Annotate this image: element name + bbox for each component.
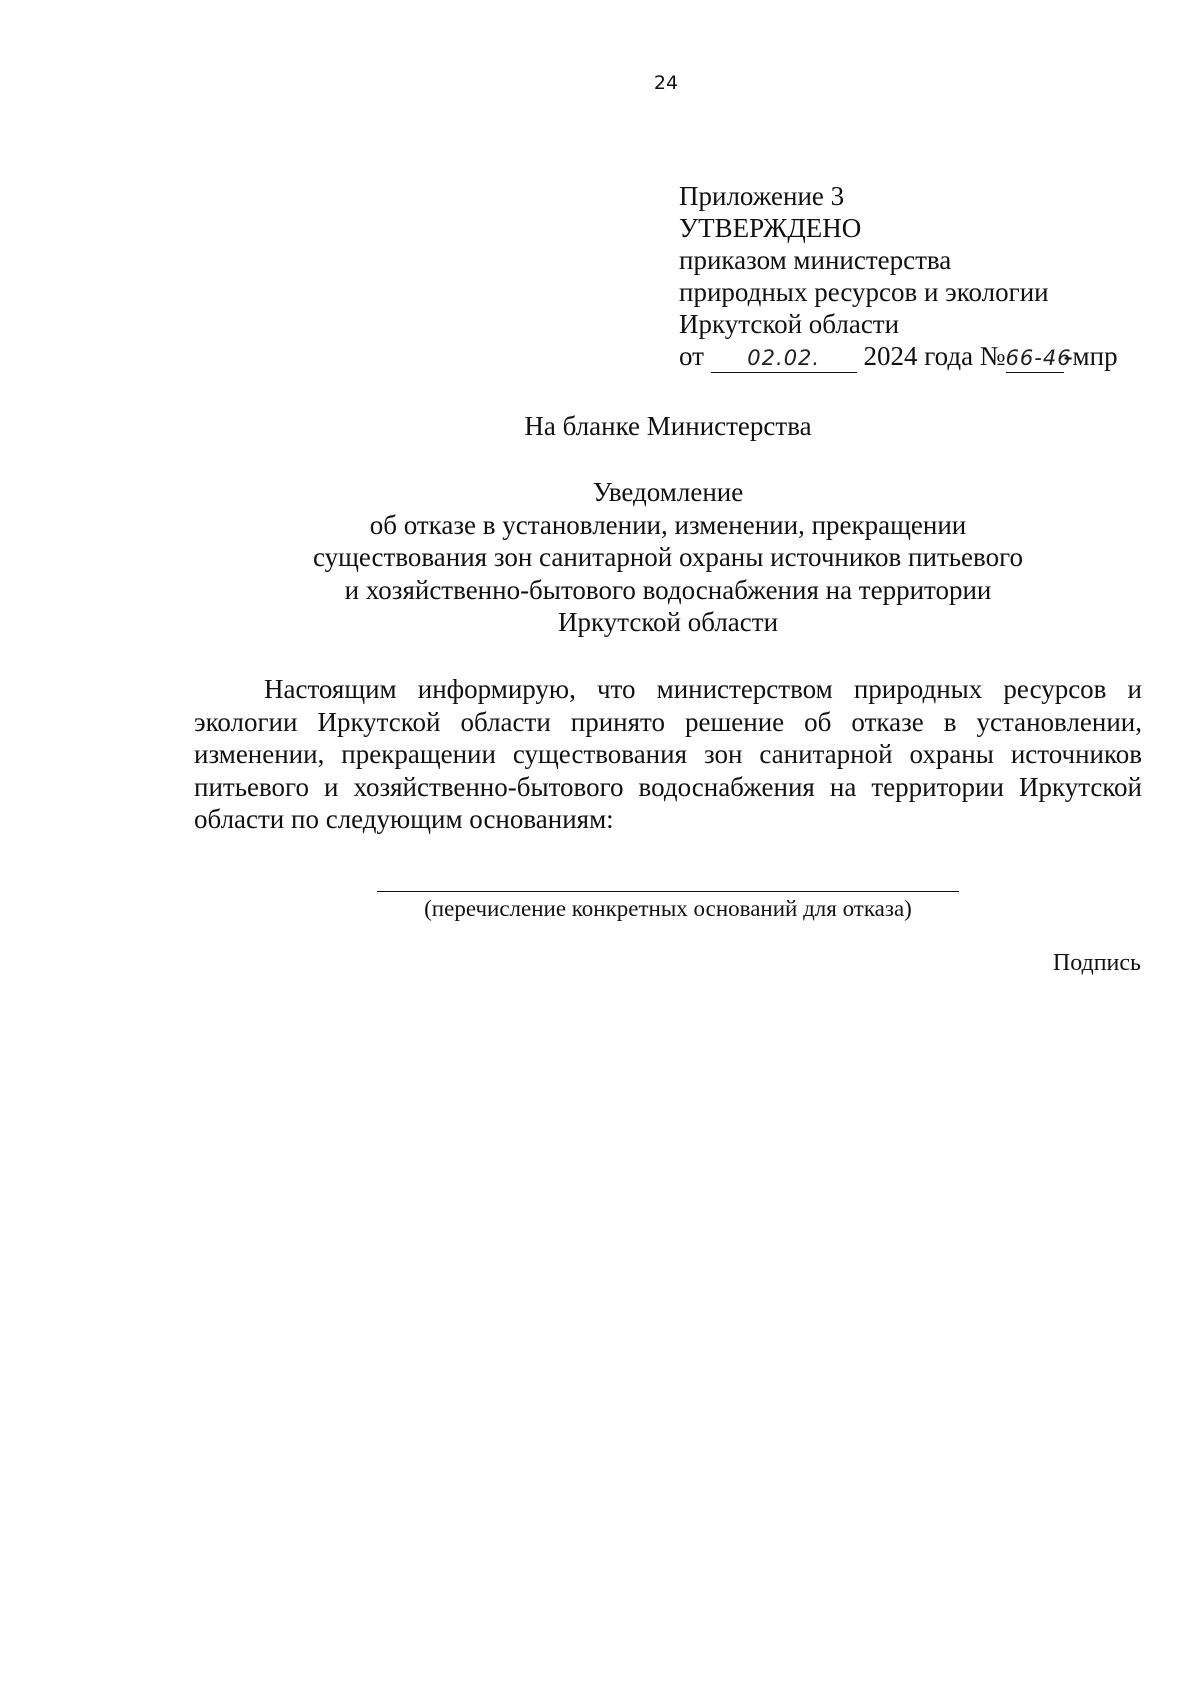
title-line-5: Иркутской области bbox=[557, 607, 779, 637]
page-number: 24 bbox=[653, 72, 679, 94]
reason-blank-line bbox=[377, 891, 959, 892]
appendix-block bbox=[679, 180, 1118, 373]
approved-by-line-2: природных ресурсов и экологии bbox=[679, 277, 1049, 307]
approved-by-line-3: Иркутской области bbox=[679, 309, 900, 339]
title-line-1: Уведомление bbox=[592, 477, 744, 507]
document-title bbox=[0, 476, 1200, 639]
handwritten-order-number: 66-46 bbox=[1006, 344, 1064, 373]
appendix-number: Приложение 3 bbox=[679, 181, 845, 211]
date-prefix: от bbox=[679, 341, 704, 371]
title-line-3: существования зон санитарной охраны источников питьевого bbox=[312, 542, 1024, 572]
title-line-2: об отказе в установлении, изменении, прекращении bbox=[369, 509, 967, 540]
reason-caption: (перечисление конкретных оснований для отказа) bbox=[424, 896, 912, 921]
approved-label: УТВЕРЖДЕНО bbox=[679, 213, 862, 243]
body-paragraph: Настоящим информирую, что министерством природных ресурсов и экологии Иркутской области принято решение об отказе в установлении, изменении, прекращении существования зон санитарной охраны источников питьевого и хозяйственно-бытового водоснабжения на территории Иркутской области по следующим основаниям: bbox=[194, 674, 1142, 834]
order-year: 2024 года № bbox=[863, 341, 1006, 371]
order-number-suffix: -мпр bbox=[1063, 341, 1118, 371]
order-date-line bbox=[679, 340, 1118, 373]
handwritten-date: 02.02. bbox=[711, 344, 857, 373]
letterhead-note: На бланке Министерства bbox=[524, 411, 812, 441]
signature-label: Подпись bbox=[1052, 950, 1141, 976]
approved-by-line-1: приказом министерства bbox=[679, 245, 952, 275]
title-line-4: и хозяйственно-бытового водоснабжения на территории bbox=[344, 574, 992, 605]
